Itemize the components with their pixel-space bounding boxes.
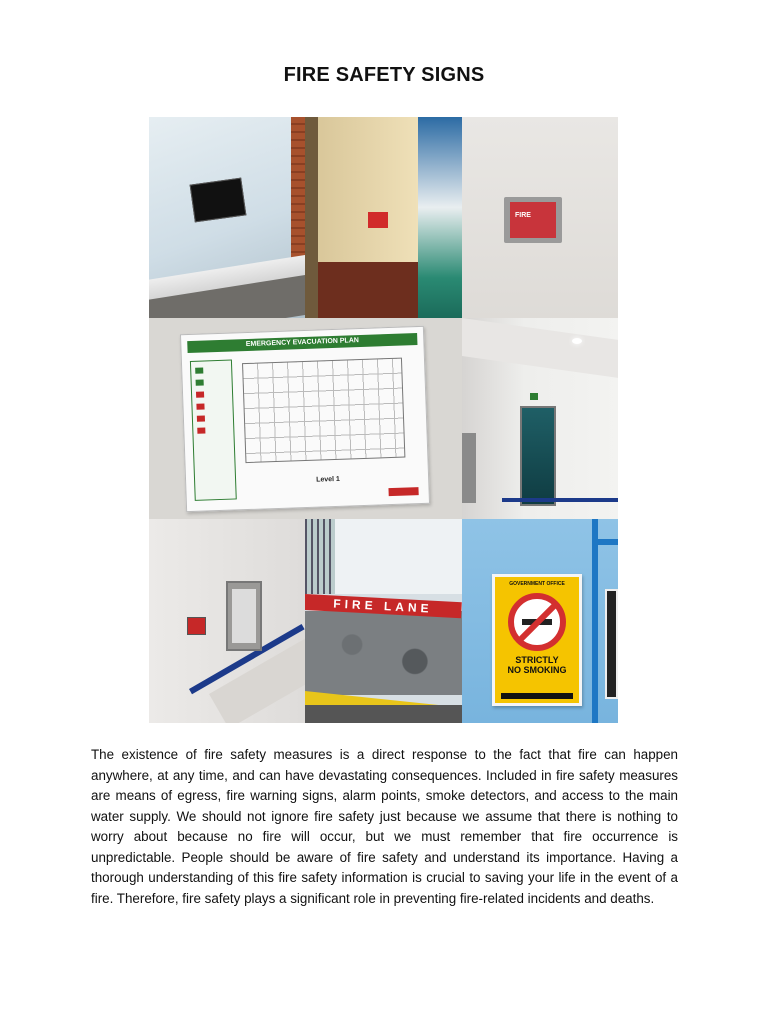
plan-legend bbox=[190, 360, 237, 501]
ceiling-light bbox=[572, 338, 582, 344]
photo-collage bbox=[149, 117, 618, 723]
pipe bbox=[592, 519, 598, 723]
photo-no-smoking bbox=[462, 519, 618, 723]
body-paragraph: The existence of fire safety measures is a direct response to the fact that fire can happen anywhere, at any time, and can have devastating consequences. Included in fire safety measures are means of egress, fire warning signs, alarm points, smoke detectors, and access to the main water supply. We should not ignore fire safety just because we assume that there is nothing to worry about because no fire will occur, but we must remember that fire occurrence is unpredictable. People should be aware of fire safety and understand its importance. Having a thorough understanding of this fire safety information is crucial to saving your life in the event of a fire. Therefore, fire safety plays a significant role in preventing fire-related incidents and deaths. bbox=[91, 747, 678, 906]
red-sign bbox=[187, 617, 206, 635]
photo-hose-cabinet bbox=[149, 519, 305, 723]
fire-lane-text: FIRE LANE bbox=[333, 596, 433, 616]
floor-map bbox=[242, 358, 405, 464]
evacuation-plan-board bbox=[180, 326, 430, 512]
photo-fire-lane bbox=[305, 519, 462, 723]
hose-cabinet bbox=[226, 581, 262, 651]
photo-corridor-door bbox=[462, 318, 618, 519]
plan-level-label: Level 1 bbox=[316, 475, 340, 484]
stone-wall bbox=[305, 611, 462, 695]
no-smoking-poster bbox=[492, 574, 582, 706]
column bbox=[318, 117, 418, 267]
photo-evacuation-plan bbox=[149, 318, 462, 519]
column-shadow bbox=[305, 117, 318, 318]
alarm-label: FIRE bbox=[515, 212, 531, 219]
column-base bbox=[318, 262, 418, 318]
road bbox=[305, 705, 462, 723]
no-smoking-icon bbox=[508, 593, 566, 651]
fence bbox=[305, 519, 335, 594]
building bbox=[335, 519, 462, 594]
floor-stripe bbox=[502, 498, 618, 502]
photo-wall-sign bbox=[149, 117, 305, 318]
pipe-joint bbox=[592, 539, 618, 545]
poster-office: GOVERNMENT OFFICE bbox=[509, 581, 565, 587]
black-sign bbox=[190, 178, 247, 223]
brick-edge bbox=[291, 117, 305, 277]
photo-fire-alarm bbox=[462, 117, 618, 318]
evacuation-plan-header: EMERGENCY EVACUATION PLAN bbox=[187, 333, 417, 353]
door bbox=[520, 406, 556, 506]
exit-sign bbox=[530, 393, 538, 400]
red-exit-sign bbox=[368, 212, 388, 228]
photo-column-exit-sign bbox=[305, 117, 462, 318]
ceiling bbox=[462, 318, 618, 378]
corridor bbox=[418, 117, 462, 318]
side-poster bbox=[605, 589, 618, 699]
fire-alarm-box bbox=[504, 197, 562, 243]
poster-text: STRICTLY NO SMOKING bbox=[507, 655, 567, 675]
poster-contact-bar bbox=[501, 693, 573, 699]
wall-panel bbox=[462, 433, 476, 503]
page-title: FIRE SAFETY SIGNS bbox=[283, 64, 485, 86]
plan-logo bbox=[388, 487, 418, 496]
